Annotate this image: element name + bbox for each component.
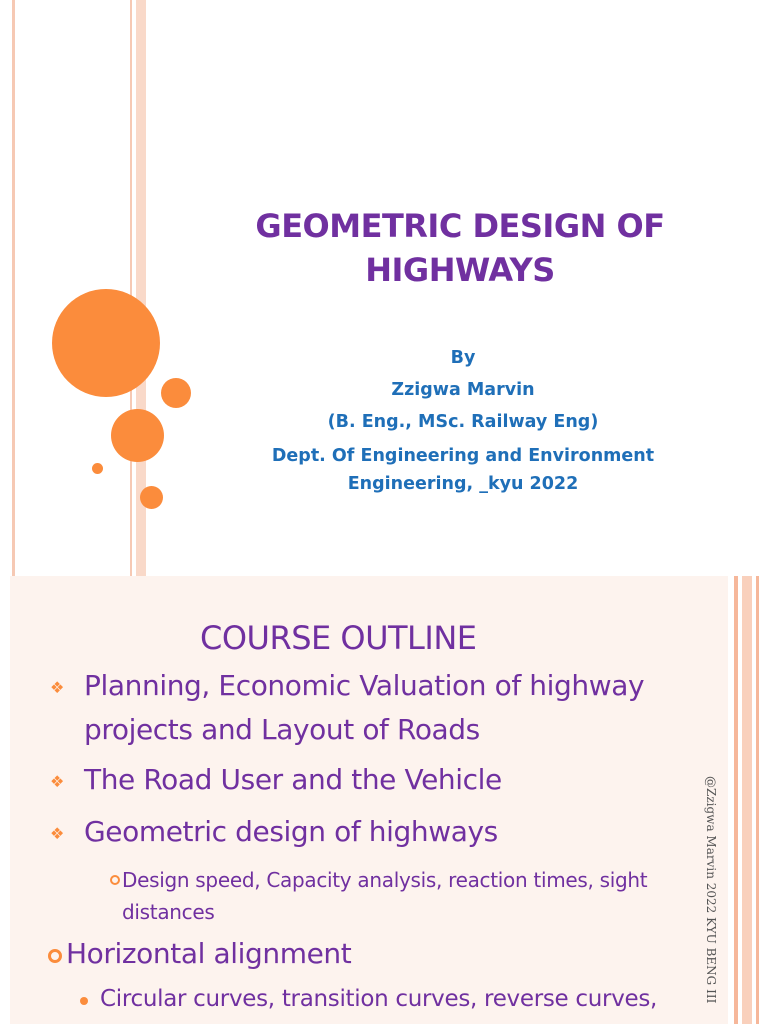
sub-outline-item [122,864,722,928]
author-block [220,342,706,498]
ring-bullet-icon [48,949,62,963]
decorative-circle-medium [111,409,164,462]
dot-bullet-icon [80,997,88,1005]
decorative-stripe [12,0,15,576]
outline-item-line: Geometric design of highways [84,815,498,848]
decorative-circle-large [52,289,160,397]
author-credentials: (B. Eng., MSc. Railway Eng) [327,412,599,432]
title-line: HIGHWAYS [365,251,555,289]
slide-title: COURSE OUTLINE [200,619,477,657]
outline-slide [0,576,768,1024]
outline-item-line: The Road User and the Vehicle [84,763,502,796]
title-line: GEOMETRIC DESIGN OF [255,207,665,245]
outline-item [84,664,724,752]
by-label: By [450,348,476,368]
outline-item: Horizontal alignment [66,937,352,970]
department-line: Dept. Of Engineering and Environment [271,446,655,466]
sub-outline-item: Circular curves, transition curves, reverse curves, [100,986,658,1012]
outline-item-line: projects and Layout of Roads [84,713,480,746]
sub-outline-line: Design speed, Capacity analysis, reaction times, sight [122,868,648,892]
decorative-stripe [756,576,759,1024]
outline-item-line: Planning, Economic Valuation of highway [84,669,645,702]
department-line: Engineering, _kyu 2022 [347,474,579,494]
diamond-bullet-icon: ❖ [50,678,65,697]
decorative-stripe [130,0,132,576]
slide-title [170,204,750,292]
decorative-stripe [742,576,752,1024]
outline-item [84,758,724,802]
sub-outline-line: distances [122,900,215,924]
department [220,442,706,498]
decorative-stripe [0,576,10,1024]
diamond-bullet-icon: ❖ [50,772,65,791]
outline-item [84,810,724,854]
decorative-circle-small [140,486,163,509]
decorative-circle-small [161,378,191,408]
decorative-stripe [734,576,738,1024]
decorative-circle-tiny [92,463,103,474]
author-name: Zzigwa Marvin [391,380,535,400]
ring-bullet-icon [110,875,120,885]
diamond-bullet-icon: ❖ [50,824,65,843]
watermark: @Zzigwa Marvin 2022 KYU BENG III [704,776,718,1004]
